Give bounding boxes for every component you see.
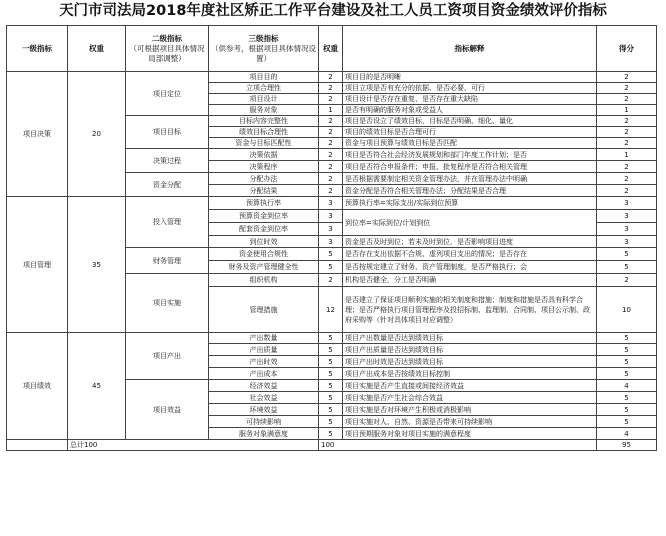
score-cell: 5: [597, 261, 657, 274]
weight1-cell: 20: [68, 72, 126, 197]
header-level1: 一级指标: [7, 26, 68, 72]
explain-cell: 项目产出时效是否达到绩效目标: [343, 356, 597, 368]
level3-cell: 目标内容完整性: [209, 116, 319, 127]
explain-cell: 资金与项目预算与绩效目标是否匹配: [343, 138, 597, 149]
header-explain: 指标解释: [343, 26, 597, 72]
weight3-cell: 3: [319, 223, 343, 236]
level3-cell: 经济效益: [209, 380, 319, 392]
level3-cell: 产出数量: [209, 333, 319, 344]
weight3-cell: 5: [319, 404, 343, 416]
level3-cell: 资金使用合规性: [209, 248, 319, 261]
explain-cell: 项目目的是否明晰: [343, 72, 597, 83]
weight3-cell: 5: [319, 416, 343, 428]
score-cell: 2: [597, 138, 657, 149]
score-cell: 3: [597, 197, 657, 210]
header-level3: [209, 26, 319, 72]
weight1-cell: 45: [68, 333, 126, 440]
explain-cell: 项目的绩效目标是否合理可行: [343, 127, 597, 138]
level3-cell: 财务及资产管理健全性: [209, 261, 319, 274]
explain-cell: 机构是否健全，分工是否明确: [343, 274, 597, 287]
header-level2-title: 二级指标: [152, 33, 182, 43]
score-cell: 1: [597, 105, 657, 116]
explain-cell: 项目预期服务对象对项目实施的满意程度: [343, 428, 597, 440]
weight3-cell: 5: [319, 248, 343, 261]
explain-cell: 项目产出质量是否达到绩效目标: [343, 344, 597, 356]
level3-cell: 产出成本: [209, 368, 319, 380]
level2-cell: 项目目标: [126, 116, 209, 149]
table-row: [7, 333, 657, 344]
score-cell: 2: [597, 116, 657, 127]
header-level2-note: （可根据项目具体情况局部调整）: [129, 43, 205, 63]
level2-cell: 财务管理: [126, 248, 209, 274]
score-cell: 2: [597, 83, 657, 94]
explain-cell: 是否建立了保证项目顺利实施的相关制度和措施；制度和措施是否具有科学合理；是否严格执行项目管理程序及投招标制、监理制、合同制、项目公示制、政府采购等（针对具体项目对应调整）: [343, 287, 597, 333]
explain-cell: 是否根据需要制定相关资金管理办法，并在管理办法中明确: [343, 173, 597, 185]
explain-cell: 项目是否符合社会经济发展规划和部门年度工作计划；是否: [343, 149, 597, 161]
total-empty-cell: [7, 440, 68, 451]
level3-cell: 预算资金到位率: [209, 210, 319, 223]
score-cell: 2: [597, 185, 657, 197]
score-cell: 2: [597, 274, 657, 287]
level3-cell: 管理措施: [209, 287, 319, 333]
weight3-cell: 5: [319, 333, 343, 344]
level2-cell: 项目定位: [126, 72, 209, 116]
score-cell: 2: [597, 161, 657, 173]
explain-cell: 项目设计是否存在重复、是否存在重大缺陷: [343, 94, 597, 105]
level3-cell: 绩效目标合理性: [209, 127, 319, 138]
level3-cell: 可持续影响: [209, 416, 319, 428]
level1-cell: 项目管理: [7, 197, 68, 333]
weight1-cell: 35: [68, 197, 126, 333]
weight3-cell: 5: [319, 392, 343, 404]
explain-cell: 项目是否符合申报条件；申报、批复程序是否符合相关管理: [343, 161, 597, 173]
score-cell: 5: [597, 392, 657, 404]
score-cell: 2: [597, 72, 657, 83]
header-weight1: 权重: [68, 26, 126, 72]
weight3-cell: 2: [319, 83, 343, 94]
level3-cell: 项目设计: [209, 94, 319, 105]
weight3-cell: 2: [319, 116, 343, 127]
explain-cell: 资金是否及时到位；若未及时到位，是否影响项目进度: [343, 236, 597, 248]
weight3-cell: 12: [319, 287, 343, 333]
weight3-cell: 5: [319, 380, 343, 392]
explain-cell: 到位率=实际到位/计划到位: [343, 210, 597, 236]
evaluation-table: [6, 25, 657, 451]
level3-cell: 到位时效: [209, 236, 319, 248]
level2-cell: 项目效益: [126, 380, 209, 440]
score-cell: 1: [597, 149, 657, 161]
explain-cell: 项目实施是否对环境产生积极或消极影响: [343, 404, 597, 416]
score-cell: 5: [597, 416, 657, 428]
header-score: 得分: [597, 26, 657, 72]
weight3-cell: 2: [319, 127, 343, 138]
score-cell: 2: [597, 94, 657, 105]
score-cell: 5: [597, 368, 657, 380]
score-cell: 5: [597, 344, 657, 356]
page-title: 天门市司法局2018年度社区矫正工作平台建设及社工人员工资项目资金绩效评价指标: [59, 3, 607, 19]
score-cell: 2: [597, 127, 657, 138]
header-level3-title: 三级指标: [248, 33, 279, 43]
total-weight: 100: [319, 440, 597, 451]
weight3-cell: 3: [319, 197, 343, 210]
table-row: [7, 197, 657, 210]
level2-cell: 项目实施: [126, 274, 209, 333]
total-row: [7, 440, 657, 451]
score-cell: 4: [597, 428, 657, 440]
weight3-cell: 2: [319, 185, 343, 197]
score-cell: 3: [597, 210, 657, 223]
level3-cell: 产出质量: [209, 344, 319, 356]
level2-cell: 投入管理: [126, 197, 209, 248]
level3-cell: 环境效益: [209, 404, 319, 416]
level3-cell: 预算执行率: [209, 197, 319, 210]
total-label: 总计100: [68, 440, 319, 451]
level1-cell: 项目绩效: [7, 333, 68, 440]
score-cell: 2: [597, 173, 657, 185]
level3-cell: 分配结果: [209, 185, 319, 197]
explain-cell: 资金分配是否符合相关管理办法；分配结果是否合理: [343, 185, 597, 197]
level1-cell: 项目决策: [7, 72, 68, 197]
level2-cell: 项目产出: [126, 333, 209, 380]
weight3-cell: 2: [319, 149, 343, 161]
score-cell: 5: [597, 333, 657, 344]
explain-cell: 预算执行率=实际支出/实际到位预算: [343, 197, 597, 210]
explain-cell: 项目立项是否有充分的依据、是否必要、可行: [343, 83, 597, 94]
weight3-cell: 5: [319, 356, 343, 368]
level3-cell: 社会效益: [209, 392, 319, 404]
level3-cell: 分配办法: [209, 173, 319, 185]
score-cell: 4: [597, 380, 657, 392]
score-cell: 5: [597, 248, 657, 261]
weight3-cell: 5: [319, 344, 343, 356]
weight3-cell: 2: [319, 274, 343, 287]
explain-cell: 项目实施是否产生社会综合效益: [343, 392, 597, 404]
level3-cell: 资金与目标匹配性: [209, 138, 319, 149]
weight3-cell: 2: [319, 161, 343, 173]
total-score: 95: [597, 440, 657, 451]
explain-cell: 项目实施对人、自然、资源是否带来可持续影响: [343, 416, 597, 428]
level3-cell: 配套资金到位率: [209, 223, 319, 236]
score-cell: 5: [597, 356, 657, 368]
table-row: [7, 72, 657, 83]
level3-cell: 决策程序: [209, 161, 319, 173]
weight3-cell: 2: [319, 138, 343, 149]
weight3-cell: 2: [319, 94, 343, 105]
level3-cell: 产出时效: [209, 356, 319, 368]
explain-cell: 项目实施是否产生直接或间接经济效益: [343, 380, 597, 392]
explain-cell: 是否存在支出依据不合规、虚列项目支出的情况；是否存在: [343, 248, 597, 261]
explain-cell: 项目是否设立了绩效目标，目标是否明确、细化、量化: [343, 116, 597, 127]
weight3-cell: 2: [319, 173, 343, 185]
level3-cell: 组织机构: [209, 274, 319, 287]
header-level2: [126, 26, 209, 72]
explain-cell: 是否按规定建立了财务、资产管理制度，是否严格执行；会: [343, 261, 597, 274]
score-cell: 3: [597, 236, 657, 248]
explain-cell: 是否有明确的服务对象或受益人: [343, 105, 597, 116]
explain-cell: 项目产出成本是否按绩效目标控制: [343, 368, 597, 380]
weight3-cell: 3: [319, 236, 343, 248]
weight3-cell: 5: [319, 428, 343, 440]
score-cell: 5: [597, 404, 657, 416]
level3-cell: 项目目的: [209, 72, 319, 83]
level3-cell: 决策依据: [209, 149, 319, 161]
level3-cell: 服务对象: [209, 105, 319, 116]
header-weight3: 权重: [319, 26, 343, 72]
level3-cell: 服务对象满意度: [209, 428, 319, 440]
weight3-cell: 5: [319, 261, 343, 274]
weight3-cell: 3: [319, 210, 343, 223]
level2-cell: 决策过程: [126, 149, 209, 173]
header-level3-note: （供参考，根据项目具体情况设置）: [211, 43, 316, 63]
header-row: [7, 26, 657, 72]
weight3-cell: 5: [319, 368, 343, 380]
weight3-cell: 2: [319, 72, 343, 83]
explain-cell: 项目产出数量是否达到绩效目标: [343, 333, 597, 344]
level3-cell: 立项合理性: [209, 83, 319, 94]
weight3-cell: 1: [319, 105, 343, 116]
score-cell: 10: [597, 287, 657, 333]
score-cell: 3: [597, 223, 657, 236]
level2-cell: 资金分配: [126, 173, 209, 197]
